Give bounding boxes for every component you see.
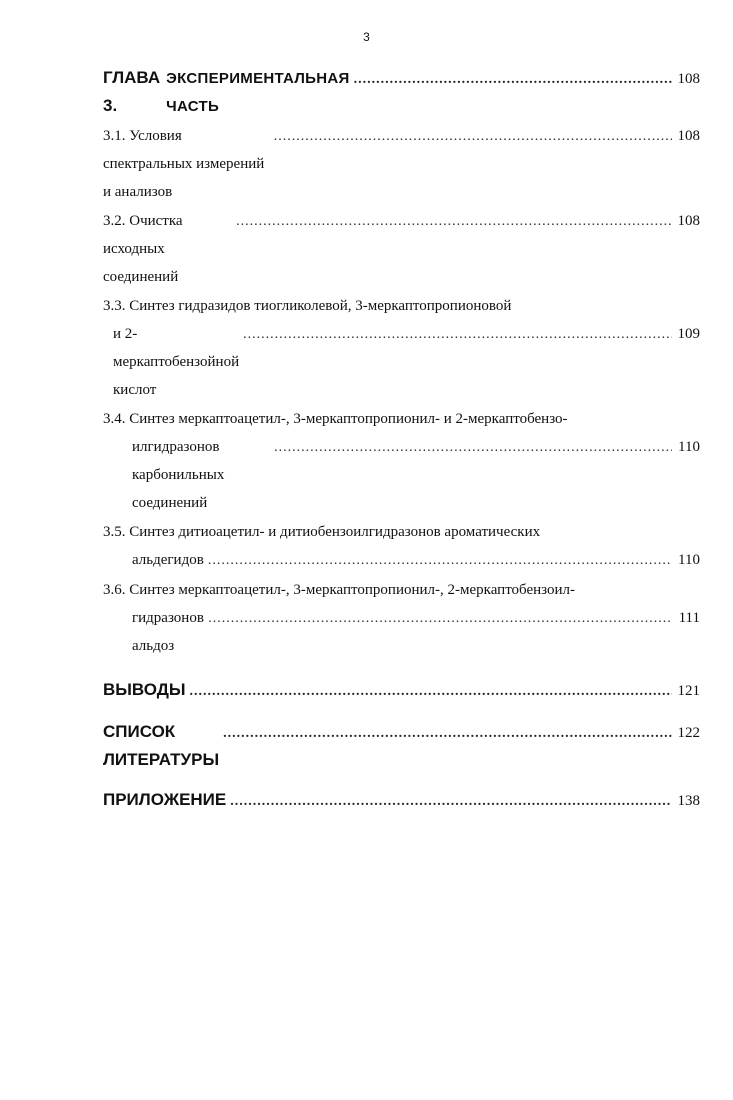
toc-references (103, 718, 700, 774)
back-matter-page-number: 121 (677, 683, 700, 699)
chapter-page-number: 108 (677, 71, 700, 87)
section-title-continuation: илгидразонов карбонильных соединений (132, 439, 225, 511)
toc-section-3-4 (103, 405, 700, 517)
leader-dots (274, 123, 672, 151)
toc-section-3-5 (103, 518, 700, 575)
toc-chapter-3 (103, 64, 700, 121)
chapter-title: ЭКСПЕРИМЕНТАЛЬНАЯ ЧАСТЬ (166, 70, 350, 115)
section-title: 3.5. Синтез дитиоацетил- и дитиобензоилгидразонов ароматических (103, 524, 541, 540)
section-page-number: 111 (678, 610, 700, 626)
leader-dots (223, 720, 672, 748)
toc-appendix (103, 786, 700, 816)
section-title: 3.6. Синтез меркаптоацетил-, 3-меркаптопропионил-, 2-меркаптобензоил- (103, 582, 576, 598)
section-title-continuation: альдегидов (132, 552, 204, 568)
leader-dots (190, 678, 672, 706)
section-page-number: 110 (678, 439, 700, 455)
leader-dots (208, 605, 672, 633)
table-of-contents (103, 64, 700, 816)
back-matter-title: ПРИЛОЖЕНИЕ (103, 790, 227, 809)
toc-conclusions (103, 676, 700, 706)
back-matter-title: ВЫВОДЫ (103, 680, 186, 699)
section-title-continuation: гидразонов альдоз (132, 610, 204, 654)
section-page-number: 110 (678, 552, 700, 568)
section-title: 3.3. Синтез гидразидов тиогликолевой, 3-меркаптопропионовой (103, 298, 512, 314)
section-title: 3.1. Условия спектральных измерений и анализов (103, 128, 265, 200)
back-matter-title: СПИСОК ЛИТЕРАТУРЫ (103, 722, 220, 769)
leader-dots (274, 434, 672, 462)
section-page-number: 108 (677, 213, 700, 229)
section-title: 3.4. Синтез меркаптоацетил-, 3-меркаптопропионил- и 2-меркаптобензо- (103, 411, 568, 427)
leader-dots (230, 788, 672, 816)
back-matter-page-number: 138 (677, 793, 700, 809)
section-page-number: 108 (677, 128, 700, 144)
section-page-number: 109 (677, 326, 700, 342)
toc-section-3-2 (103, 207, 700, 291)
leader-dots (208, 547, 672, 575)
back-matter-page-number: 122 (677, 725, 700, 741)
section-title: 3.2. Очистка исходных соединений (103, 213, 183, 285)
leader-dots (236, 208, 672, 236)
leader-dots (354, 66, 672, 94)
chapter-label: ГЛАВА 3. (103, 68, 161, 115)
toc-section-3-3 (103, 292, 700, 404)
page-number: 3 (363, 30, 370, 44)
toc-section-3-6 (103, 576, 700, 660)
toc-section-3-1 (103, 122, 700, 206)
leader-dots (243, 321, 672, 349)
section-title-continuation: и 2-меркаптобензойной кислот (113, 326, 240, 398)
